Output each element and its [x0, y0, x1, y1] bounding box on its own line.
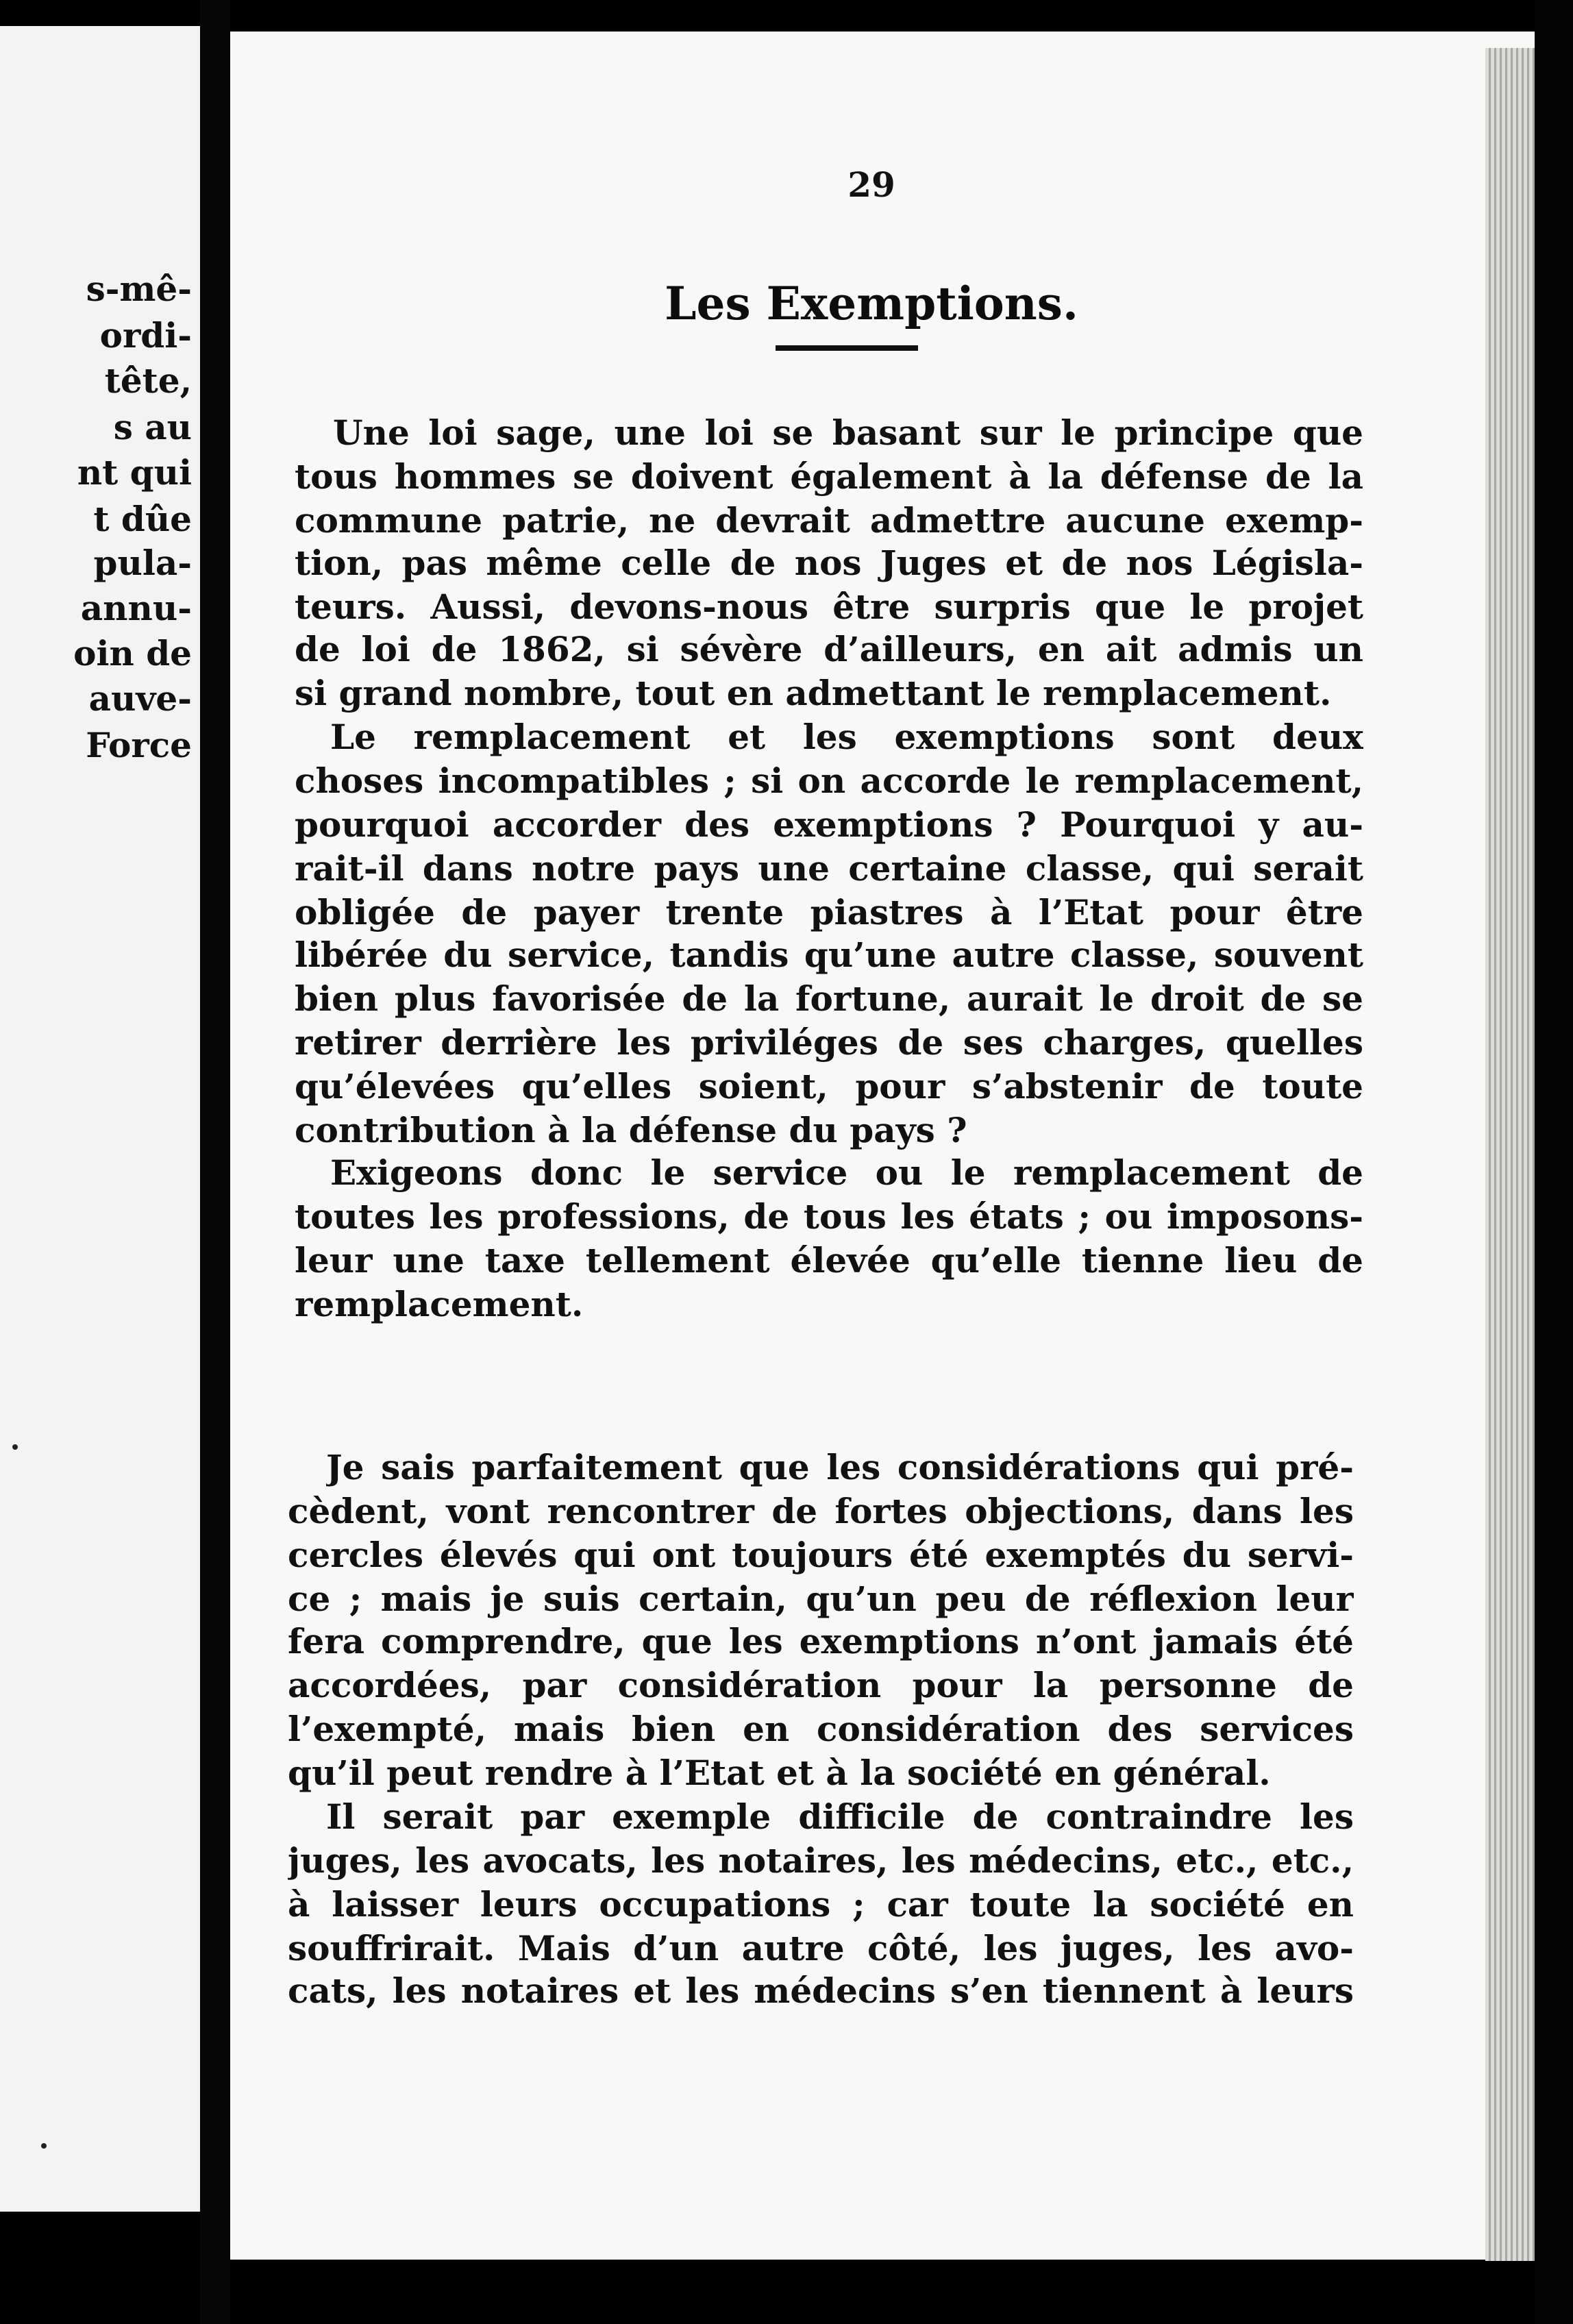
text-line: tion, pas même celle de nos Juges et de nos Législa- [295, 543, 1363, 583]
page-title: Les Exemptions. [665, 277, 1078, 330]
text-line: qu’il peut rendre à l’Etat et à la société en général. [288, 1753, 1271, 1793]
text-line: de loi de 1862, si sévère d’ailleurs, en ait admis un [295, 629, 1363, 669]
left-page-line: ordi- [99, 315, 192, 356]
left-page-line: auve- [88, 678, 192, 719]
text-line: toutes les professions, de tous les états ; ou imposons- [295, 1196, 1363, 1237]
text-line: Il serait par exemple difficile de contraindre les [326, 1796, 1354, 1837]
text-line: contribution à la défense du pays ? [295, 1110, 967, 1150]
title-rule [776, 345, 918, 351]
left-page-line: Force [86, 725, 192, 765]
text-line: souffrirait. Mais d’un autre côté, les juges, les avo- [288, 1928, 1354, 1968]
text-line: libérée du service, tandis qu’une autre classe, souvent [295, 935, 1363, 975]
text-line: fera comprendre, que les exemptions n’ont jamais été [288, 1621, 1354, 1661]
left-page-line: pula- [93, 543, 192, 583]
text-line: obligée de payer trente piastres à l’Etat pour être [295, 892, 1363, 932]
left-page-fragment [0, 26, 200, 2212]
text-line: Une loi sage, une loi se basant sur le principe que [333, 412, 1363, 453]
page-number: 29 [847, 164, 895, 205]
text-line: juges, les avocats, les notaires, les médecins, etc., etc., [288, 1840, 1354, 1881]
left-page-line: tête, [104, 360, 192, 401]
text-line: teurs. Aussi, devons-nous être surpris que le projet [295, 586, 1363, 627]
text-line: retirer derrière les priviléges de ses charges, quelles [295, 1022, 1363, 1063]
text-line: Le remplacement et les exemptions sont deux [330, 717, 1363, 757]
text-line: bien plus favorisée de la fortune, aurait le droit de se [295, 978, 1363, 1019]
left-page-line: oin de [73, 633, 192, 673]
text-line: choses incompatibles ; si on accorde le remplacement, [295, 761, 1363, 801]
text-line: ce ; mais je suis certain, qu’un peu de réflexion leur [288, 1579, 1354, 1619]
left-page-line: annu- [80, 588, 192, 628]
text-line: qu’élevées qu’elles soient, pour s’abstenir de toute [295, 1066, 1363, 1107]
text-line: rait-il dans notre pays une certaine classe, qui serait [295, 848, 1363, 889]
ink-speck [41, 2143, 47, 2149]
book-gutter [200, 0, 230, 2324]
scan-border-right [1535, 0, 1573, 2324]
text-line: pourquoi accorder des exemptions ? Pourquoi y au- [295, 804, 1363, 845]
ink-speck [12, 1444, 18, 1450]
text-line: si grand nombre, tout en admettant le remplacement. [295, 673, 1332, 713]
text-line: l’exempté, mais bien en considération des services [288, 1709, 1354, 1749]
left-page-line: s-mê- [86, 269, 192, 309]
page-edges [1485, 48, 1535, 2261]
text-line: Je sais parfaitement que les considérations qui pré- [326, 1447, 1354, 1487]
text-line: à laisser leurs occupations ; car toute la société en [288, 1884, 1354, 1925]
text-line: commune patrie, ne devrait admettre aucune exemp- [295, 500, 1363, 541]
text-line: leur une taxe tellement élevée qu’elle tienne lieu de [295, 1240, 1363, 1281]
text-line: remplacement. [295, 1284, 584, 1324]
text-line: cèdent, vont rencontrer de fortes objections, dans les [288, 1491, 1354, 1531]
left-page-line: t dûe [93, 499, 192, 539]
text-line: accordées, par considération pour la personne de [288, 1665, 1354, 1705]
left-page-line: nt qui [77, 452, 192, 493]
main-page [230, 32, 1535, 2260]
text-line: cercles élevés qui ont toujours été exemptés du servi- [288, 1535, 1354, 1575]
text-line: Exigeons donc le service ou le remplacement de [330, 1152, 1363, 1193]
text-line: cats, les notaires et les médecins s’en tiennent à leurs [288, 1970, 1354, 2011]
text-line: tous hommes se doivent également à la défense de la [295, 456, 1363, 497]
left-page-line: s au [113, 407, 192, 447]
